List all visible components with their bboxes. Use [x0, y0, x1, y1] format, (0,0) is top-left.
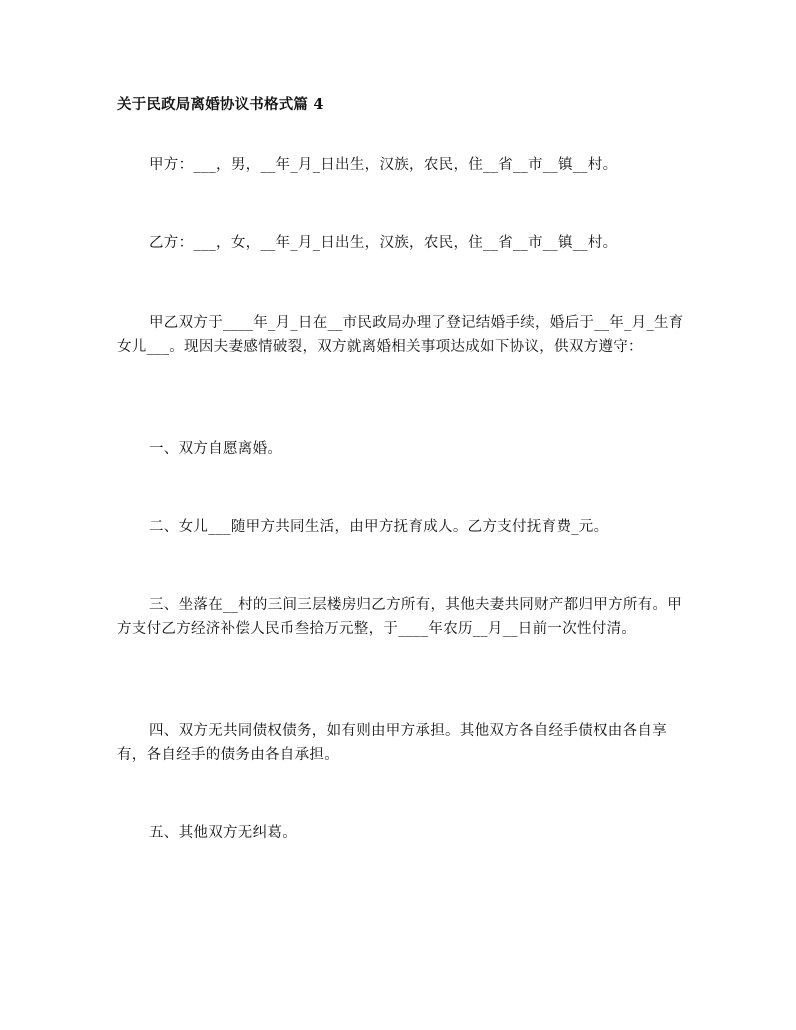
paragraph-clause-4: 四、双方无共同债权债务，如有则由甲方承担。其他双方各自经手债权由各自享有，各自经手的债务由各自承担。	[117, 723, 667, 763]
paragraph-marriage-background: 甲乙双方于____年_月_日在__市民政局办理了登记结婚手续，婚后于__年_月_生育女儿___。现因夫妻感情破裂，双方就离婚相关事项达成如下协议，供双方遵守：	[117, 315, 684, 355]
paragraph-party-a: 甲方：___，男，__年_月_日出生，汉族，农民，住__省__市__镇__村。	[149, 157, 618, 173]
paragraph-clause-3: 三、坐落在__村的三间三层楼房归乙方所有，其他夫妻共同财产都归甲方所有。甲方支付乙方经济补偿人民币叁拾万元整，于____年农历__月__日前一次性付清。	[117, 597, 683, 637]
paragraph-clause-1: 一、双方自愿离婚。	[149, 441, 283, 457]
paragraph-clause-5: 五、其他双方无纠葛。	[149, 825, 297, 841]
document-title: 关于民政局离婚协议书格式篇 4	[117, 96, 324, 113]
paragraph-party-b: 乙方：___，女，__年_月_日出生，汉族，农民，住__省__市__镇__村。	[149, 235, 618, 251]
paragraph-clause-2: 二、女儿___随甲方共同生活，由甲方抚育成人。乙方支付抚育费_元。	[149, 519, 609, 535]
